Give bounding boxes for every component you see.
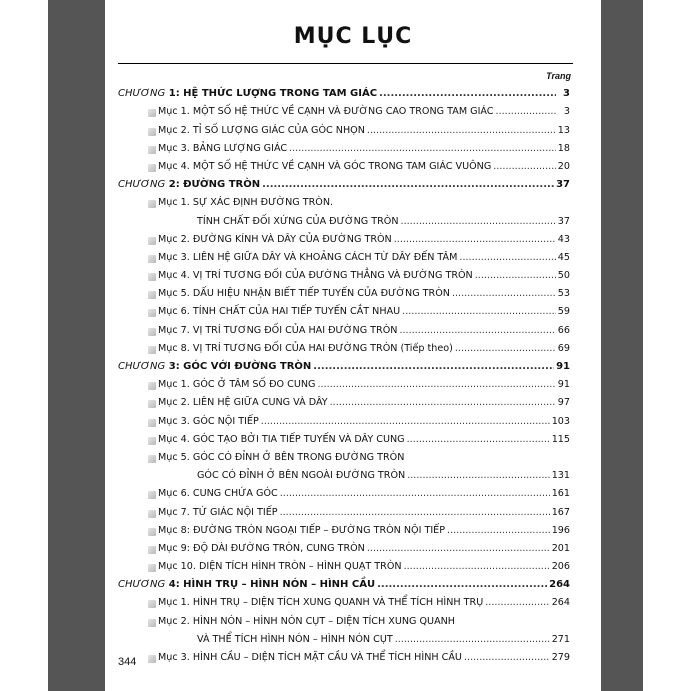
dot-leader — [459, 252, 555, 263]
toc-entry — [118, 372, 570, 390]
toc-label: Mục 2. LIÊN HỆ GIỮA CUNG VÀ DÂY — [158, 397, 328, 409]
bullet-icon — [148, 291, 156, 299]
dot-leader — [455, 343, 556, 354]
toc-entry — [118, 463, 570, 481]
toc-page: 18 — [557, 142, 570, 154]
toc-entry — [118, 263, 570, 281]
toc-label: Mục 4. VỊ TRÍ TƯƠNG ĐỐI CỦA ĐƯỜNG THẲNG VÀ ĐƯỜNG TRÒN — [158, 270, 473, 282]
toc-label: CHƯƠNG 3: GÓC VỚI ĐƯỜNG TRÒN — [118, 361, 312, 372]
toc-chapter — [118, 354, 570, 372]
toc-label: Mục 9: ĐỘ DÀI ĐƯỜNG TRÒN, CUNG TRÒN — [158, 542, 365, 554]
toc-page: 69 — [557, 342, 570, 354]
toc-label: Mục 1. SỰ XÁC ĐỊNH ĐƯỜNG TRÒN. — [158, 197, 334, 209]
bullet-icon — [148, 128, 156, 136]
toc-entry — [118, 408, 570, 426]
bullet-icon — [148, 437, 156, 445]
dot-leader — [452, 288, 556, 299]
dot-leader — [280, 507, 550, 518]
bullet-icon — [148, 146, 156, 154]
toc-page: 161 — [551, 488, 570, 500]
toc-page: 131 — [551, 470, 570, 482]
toc-entry — [118, 317, 570, 335]
document-page — [105, 0, 601, 691]
dot-leader — [401, 216, 556, 227]
dot-leader — [367, 543, 550, 554]
toc-page: 13 — [557, 124, 570, 136]
toc-page: 201 — [551, 542, 570, 554]
toc-label: TÍNH CHẤT ĐỐI XỨNG CỦA ĐƯỜNG TRÒN — [197, 215, 399, 227]
toc-entry — [118, 590, 570, 608]
toc-page: 103 — [551, 415, 570, 427]
dot-leader — [280, 488, 550, 499]
toc-page: 66 — [557, 324, 570, 336]
bullet-icon — [148, 382, 156, 390]
page-column-header: Trang — [546, 71, 571, 81]
toc-label: Mục 3. GÓC NỘI TIẾP — [158, 415, 259, 427]
toc-label: CHƯƠNG 1: HỆ THỨC LƯỢNG TRONG TAM GIÁC — [118, 88, 378, 100]
bullet-icon — [148, 273, 156, 281]
toc-chapter — [118, 81, 570, 99]
toc-chapter — [118, 172, 570, 190]
dot-leader — [261, 416, 550, 427]
toc-entry — [118, 245, 570, 263]
chapter-prefix: CHƯƠNG — [118, 361, 166, 372]
bullet-icon — [148, 600, 156, 608]
toc-label: Mục 6. CUNG CHỨA GÓC — [158, 488, 278, 500]
dot-leader — [318, 379, 556, 390]
dot-leader — [394, 234, 556, 245]
toc-page: 91 — [556, 361, 570, 372]
toc-page: 45 — [557, 251, 570, 263]
toc-entry — [118, 627, 570, 645]
toc-label: Mục 8: ĐƯỜNG TRÒN NGOẠI TIẾP – ĐƯỜNG TRÒN NỘI TIẾP — [158, 524, 446, 536]
dot-leader — [367, 125, 556, 136]
toc-page: 271 — [551, 633, 570, 645]
chapter-prefix: CHƯƠNG — [118, 88, 166, 100]
toc-entry — [118, 481, 570, 499]
toc-page: 59 — [557, 306, 570, 318]
title-rule — [118, 63, 573, 64]
toc-page: 50 — [557, 270, 570, 282]
dot-leader — [379, 88, 556, 99]
dot-leader — [395, 634, 550, 645]
dot-leader — [485, 597, 549, 608]
toc-label: Mục 7. TỨ GIÁC NỘI TIẾP — [158, 506, 278, 518]
bullet-icon — [148, 400, 156, 408]
toc-page: 264 — [551, 597, 570, 609]
toc-page: 206 — [551, 561, 570, 573]
bullet-icon — [148, 546, 156, 554]
dot-leader — [402, 306, 556, 317]
toc-label: Mục 1. HÌNH TRỤ – DIỆN TÍCH XUNG QUANH VÀ THỂ TÍCH HÌNH TRỤ — [158, 597, 484, 609]
toc-entry — [118, 154, 570, 172]
bullet-icon — [148, 237, 156, 245]
bullet-icon — [148, 528, 156, 536]
toc-page: 53 — [557, 288, 570, 300]
bullet-icon — [148, 419, 156, 427]
dot-leader — [407, 434, 550, 445]
bullet-icon — [148, 109, 156, 117]
chapter-prefix: CHƯƠNG — [118, 579, 166, 591]
toc-page: 97 — [557, 397, 570, 409]
toc-entry — [118, 299, 570, 317]
bullet-icon — [148, 164, 156, 172]
toc-page: 37 — [557, 215, 570, 227]
toc-label: CHƯƠNG 2: ĐƯỜNG TRÒN — [118, 179, 261, 191]
toc-page: 196 — [551, 524, 570, 536]
toc-label: Mục 2. TỈ SỐ LƯỢNG GIÁC CỦA GÓC NHỌN — [158, 124, 365, 136]
toc-entry — [118, 208, 570, 226]
toc-chapter — [118, 572, 570, 590]
toc-page: 37 — [556, 179, 570, 191]
toc-label: CHƯƠNG 4: HÌNH TRỤ – HÌNH NÓN – HÌNH CẦU — [118, 579, 376, 591]
dot-leader — [313, 361, 554, 372]
dot-leader — [464, 652, 550, 663]
toc-label: GÓC CÓ ĐỈNH Ở BÊN NGOÀI ĐƯỜNG TRÒN — [197, 470, 406, 482]
bullet-icon — [148, 328, 156, 336]
toc-page: 167 — [551, 506, 570, 518]
toc-label: Mục 8. VỊ TRÍ TƯƠNG ĐỐI CỦA HAI ĐƯỜNG TRÒN (Tiếp theo) — [158, 342, 453, 354]
toc-label: Mục 5. DẤU HIỆU NHẬN BIẾT TIẾP TUYẾN CỦA ĐƯỜNG TRÒN — [158, 288, 450, 300]
toc-entry — [118, 608, 570, 626]
bullet-icon — [148, 255, 156, 263]
dot-leader — [447, 525, 550, 536]
dot-leader — [399, 325, 555, 336]
toc-label: Mục 1. MỘT SỐ HỆ THỨC VỀ CẠNH VÀ ĐƯỜNG CAO TRONG TAM GIÁC — [158, 106, 494, 118]
toc-entry — [118, 99, 570, 117]
dot-leader — [475, 270, 556, 281]
toc-page: 43 — [557, 233, 570, 245]
toc-page: 3 — [563, 106, 570, 118]
dot-leader — [330, 397, 556, 408]
toc-entry — [118, 390, 570, 408]
dot-leader — [496, 106, 556, 117]
bullet-icon — [148, 510, 156, 518]
toc-label: Mục 4. GÓC TẠO BỞI TIA TIẾP TUYẾN VÀ DÂY CUNG — [158, 433, 405, 445]
toc-entry — [118, 227, 570, 245]
bullet-icon — [148, 200, 156, 208]
toc-label: VÀ THỂ TÍCH HÌNH NÓN – HÌNH NÓN CỤT — [197, 633, 393, 645]
toc-page: 91 — [557, 379, 570, 391]
toc-page: 279 — [551, 652, 570, 663]
toc-label: Mục 3. BẢNG LƯỢNG GIÁC — [158, 142, 288, 154]
toc-entry — [118, 117, 570, 135]
bullet-icon — [148, 655, 156, 663]
dot-leader — [493, 161, 556, 172]
toc-entry — [118, 518, 570, 536]
toc-page: 3 — [563, 88, 570, 100]
bullet-icon — [148, 309, 156, 317]
toc-entry — [118, 554, 570, 572]
toc-label: Mục 5. GÓC CÓ ĐỈNH Ở BÊN TRONG ĐƯỜNG TRÒN — [158, 451, 405, 463]
dot-leader — [262, 179, 554, 190]
bullet-icon — [148, 619, 156, 627]
bullet-icon — [148, 346, 156, 354]
toc-entry — [118, 190, 570, 208]
bullet-icon — [148, 564, 156, 572]
toc-label: Mục 1. GÓC Ở TÂM SỐ ĐO CUNG — [158, 379, 316, 391]
toc-page: 115 — [551, 433, 570, 445]
dot-leader — [404, 561, 550, 572]
toc-entry — [118, 445, 570, 463]
toc-label: Mục 2. HÌNH NÓN – HÌNH NÓN CỤT – DIỆN TÍCH XUNG QUANH — [158, 615, 456, 627]
toc-page: 264 — [549, 579, 570, 591]
toc-label: Mục 10. DIỆN TÍCH HÌNH TRÒN – HÌNH QUẠT TRÒN — [158, 561, 402, 573]
table-of-contents — [118, 81, 570, 663]
dot-leader — [289, 143, 556, 154]
toc-entry — [118, 427, 570, 445]
toc-label: Mục 2. ĐƯỜNG KÍNH VÀ DÂY CỦA ĐƯỜNG TRÒN — [158, 233, 392, 245]
toc-label: Mục 4. MỘT SỐ HỆ THỨC VỀ CẠNH VÀ GÓC TRONG TAM GIÁC VUÔNG — [158, 160, 492, 172]
toc-entry — [118, 536, 570, 554]
toc-entry — [118, 499, 570, 517]
page-number: 344 — [118, 656, 137, 668]
toc-label: Mục 7. VỊ TRÍ TƯƠNG ĐỐI CỦA HAI ĐƯỜNG TRÒN — [158, 324, 398, 336]
page-title: MỤC LỤC — [293, 24, 413, 49]
toc-label: Mục 6. TÍNH CHẤT CỦA HAI TIẾP TUYẾN CẮT NHAU — [158, 306, 401, 318]
toc-label: Mục 3. HÌNH CẦU – DIỆN TÍCH MẶT CẦU VÀ THỂ TÍCH HÌNH CẦU — [158, 652, 462, 663]
toc-label: Mục 3. LIÊN HỆ GIỮA DÂY VÀ KHOẢNG CÁCH TỪ DÂY ĐẾN TÂM — [158, 251, 458, 263]
dot-leader — [407, 470, 549, 481]
toc-entry — [118, 136, 570, 154]
toc-entry — [118, 281, 570, 299]
toc-entry — [118, 645, 570, 663]
bullet-icon — [148, 491, 156, 499]
chapter-prefix: CHƯƠNG — [118, 179, 166, 191]
toc-page: 20 — [557, 160, 570, 172]
bullet-icon — [148, 455, 156, 463]
toc-entry — [118, 336, 570, 354]
dot-leader — [377, 579, 547, 590]
